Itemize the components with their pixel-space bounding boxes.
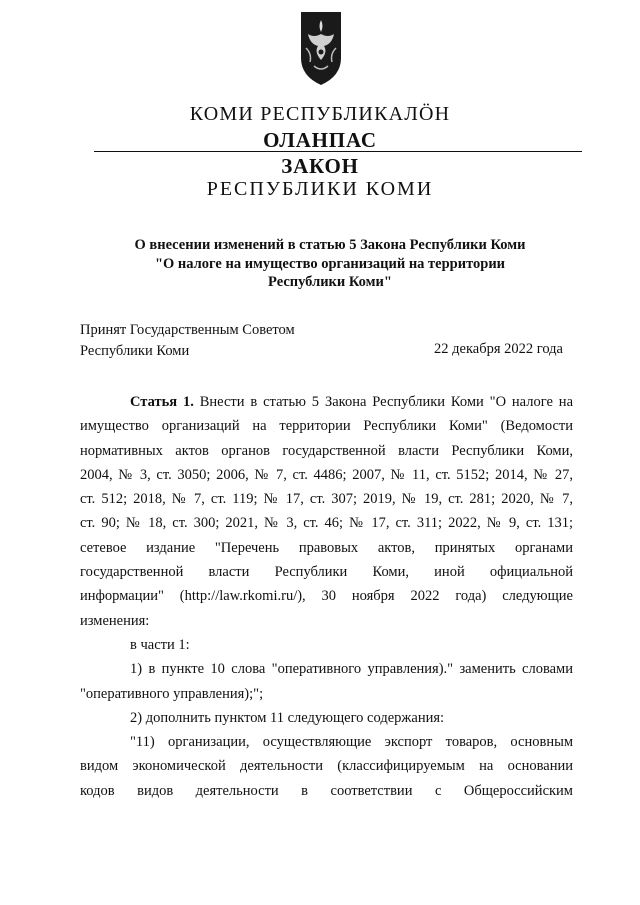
komi-law-heading: ОЛАНПАС — [263, 128, 377, 152]
article-line: сетевое издание "Перечень правовых актов, принятых органами — [80, 539, 573, 556]
law-title-line: О внесении изменений в статью 5 Закона Республики Коми — [134, 237, 526, 253]
article-line: нормативных актов органов государственной власти Республики Коми, — [80, 442, 573, 459]
item-11-line: кодов видов деятельности в соответствии с Общероссийским — [80, 782, 573, 799]
coat-of-arms-emblem — [296, 8, 346, 88]
article-line: информации" (http://law.rkomi.ru/), 30 ноября 2022 года) следующие — [80, 588, 573, 605]
article-line: государственной власти Республики Коми, иной официальной — [80, 564, 573, 581]
law-title-line: "О налоге на имущество организаций на территории — [154, 255, 506, 272]
header-divider — [94, 151, 582, 152]
adoption-line: Принят Государственным Советом — [80, 322, 295, 338]
article-text: Внести в статью 5 Закона Республики Коми "О налоге на — [199, 394, 573, 410]
adoption-date: 22 декабря 2022 года — [434, 341, 563, 357]
article-line: изменения: — [80, 612, 150, 629]
item-1-line: 1) в пункте 10 слова "оперативного управления)." заменить словами — [130, 661, 573, 678]
article-line: ст. 512; 2018, № 7, ст. 119; № 17, ст. 307; 2019, № 19, ст. 281; 2020, № 7, — [80, 491, 573, 508]
law-title-line: Республики Коми" — [268, 274, 392, 290]
law-heading: ЗАКОН — [281, 154, 359, 178]
article-1-body — [80, 390, 573, 803]
item-2-line: 2) дополнить пунктом 11 следующего содержания: — [130, 709, 445, 726]
republic-heading: РЕСПУБЛИКИ КОМИ — [206, 178, 434, 200]
item-11-line: видом экономической деятельности (классифицируемым на основании — [80, 758, 573, 775]
article-line — [80, 390, 573, 414]
article-label: Статья 1. — [130, 394, 194, 410]
law-title — [80, 236, 580, 292]
adoption-line: Республики Коми — [80, 343, 190, 359]
article-line: 2004, № 3, ст. 3050; 2006, № 7, ст. 4486; 2007, № 11, ст. 5152; 2014, № 27, — [80, 466, 573, 483]
article-line: ст. 90; № 18, ст. 300; 2021, № 3, ст. 46; № 17, ст. 311; 2022, № 9, ст. 131; — [80, 515, 573, 532]
article-line: имущество организаций на территории Республики Коми" (Ведомости — [80, 418, 573, 435]
part-reference: в части 1: — [130, 636, 190, 653]
adoption-authority — [80, 320, 295, 362]
item-1-line: "оперативного управления);"; — [80, 685, 264, 702]
komi-republic-heading: КОМИ РЕСПУБЛИКАЛÖН — [189, 103, 451, 125]
item-11-line: "11) организации, осуществляющие экспорт товаров, основным — [130, 734, 573, 751]
